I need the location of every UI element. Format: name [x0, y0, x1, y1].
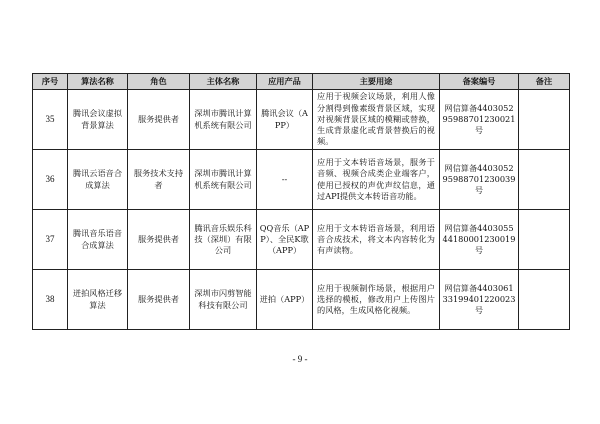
- header-role: 角色: [128, 74, 190, 90]
- filing-number: 网信算备440305295988701230039号: [440, 150, 519, 210]
- filing-number: 网信算备440306133199401220023号: [440, 270, 519, 330]
- remark: [519, 90, 570, 150]
- remark: [519, 150, 570, 210]
- entity-name: 深圳市腾讯计算机系统有限公司: [190, 90, 257, 150]
- role: 服务提供者: [128, 270, 190, 330]
- entity-name: 深圳市腾讯计算机系统有限公司: [190, 150, 257, 210]
- row-number: 37: [33, 210, 68, 270]
- entity-name: 深圳市闪剪智能科技有限公司: [190, 270, 257, 330]
- table-row: [33, 90, 570, 150]
- table-row: [33, 150, 570, 210]
- filing-number: 网信算备440305295988701230021号: [440, 90, 519, 150]
- filing-number: 网信算备440305544180001230019号: [440, 210, 519, 270]
- table-header-row: [33, 74, 570, 90]
- row-number: 36: [33, 150, 68, 210]
- role: 服务技术支持者: [128, 150, 190, 210]
- row-number: 35: [33, 90, 68, 150]
- entity-name: 腾讯音乐娱乐科技（深圳）有限公司: [190, 210, 257, 270]
- algorithm-filing-table: [32, 73, 570, 330]
- header-purpose: 主要用途: [313, 74, 440, 90]
- purpose: 应用于视频制作场景，根据用户选择的模板，修改用户上传图片的风格，生成风格化视频。: [313, 270, 440, 330]
- product: 迸拍（APP）: [257, 270, 313, 330]
- purpose: 应用于文本转语音场景，服务于音频、视频合成类企业端客户，使用已授权的声优声纹信息，通过API提供文本转语音功能。: [313, 150, 440, 210]
- product: 腾讯会议（APP）: [257, 90, 313, 150]
- purpose: 应用于视频会议场景，利用人像分割得到像素级背景区域，实现对视频背景区域的模糊或替换，生成背景虚化或背景替换后的视频。: [313, 90, 440, 150]
- role: 服务提供者: [128, 90, 190, 150]
- header-entity-name: 主体名称: [190, 74, 257, 90]
- purpose: 应用于文本转语音场景，利用语音合成技术，将文本内容转化为有声读物。: [313, 210, 440, 270]
- algorithm-name: 腾讯音乐语音合成算法: [68, 210, 128, 270]
- page-number: - 9 -: [292, 354, 308, 364]
- product: --: [257, 150, 313, 210]
- role: 服务提供者: [128, 210, 190, 270]
- algorithm-name: 迸拍风格迁移算法: [68, 270, 128, 330]
- header-remark: 备注: [519, 74, 570, 90]
- algorithm-name: 腾讯云语音合成算法: [68, 150, 128, 210]
- table-row: [33, 210, 570, 270]
- header-no: 序号: [33, 74, 68, 90]
- table-row: [33, 270, 570, 330]
- header-filing-number: 备案编号: [440, 74, 519, 90]
- header-algorithm-name: 算法名称: [68, 74, 128, 90]
- row-number: 38: [33, 270, 68, 330]
- algorithm-name: 腾讯会议虚拟背景算法: [68, 90, 128, 150]
- product: QQ音乐（APP）、全民K歌（APP）: [257, 210, 313, 270]
- remark: [519, 210, 570, 270]
- header-product: 应用产品: [257, 74, 313, 90]
- remark: [519, 270, 570, 330]
